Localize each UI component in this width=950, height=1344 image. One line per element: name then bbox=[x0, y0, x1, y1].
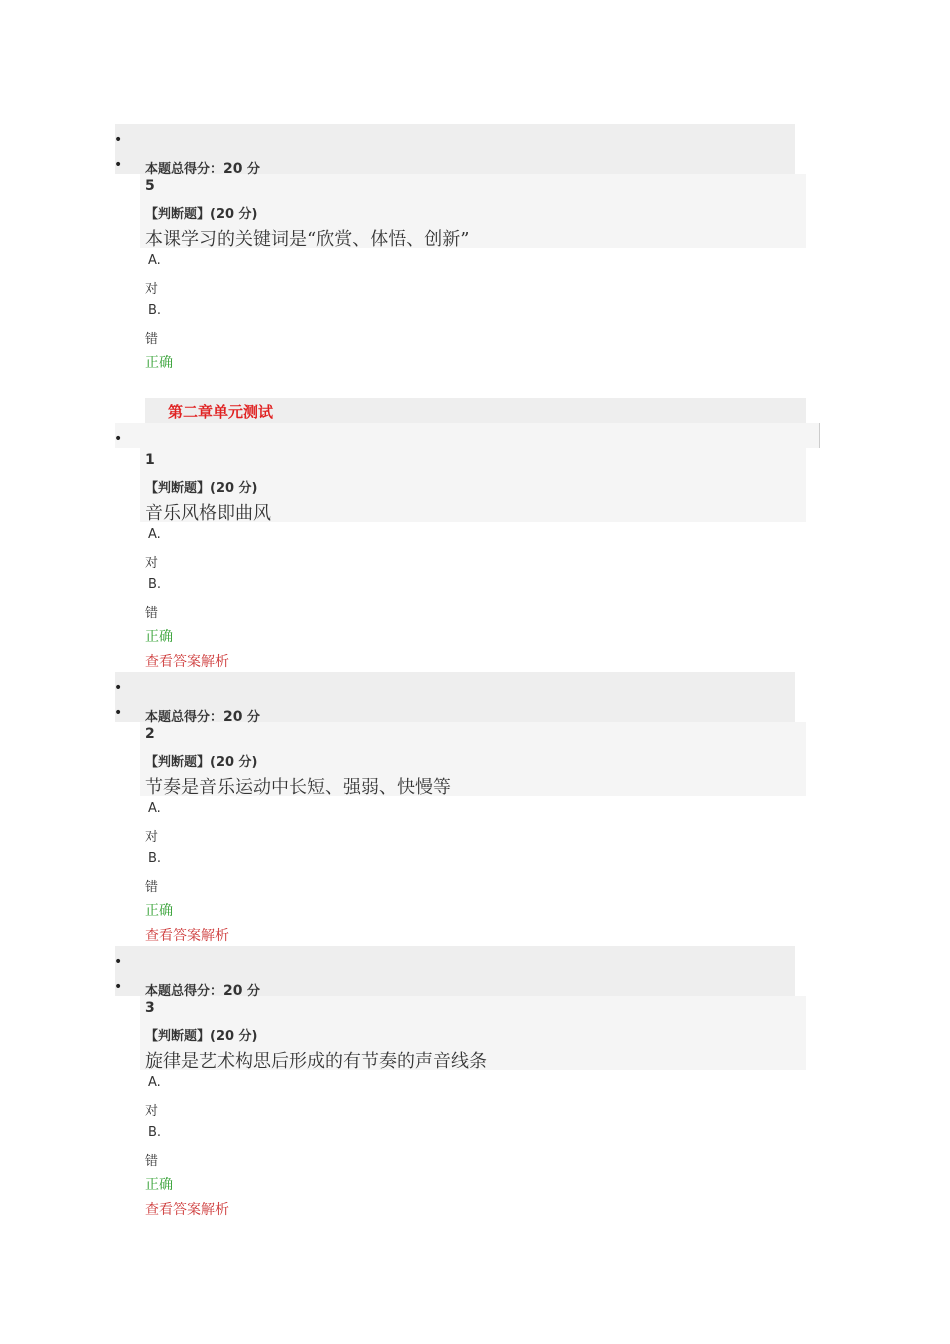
result-correct: 正确 bbox=[145, 903, 173, 919]
list-bullet: • bbox=[114, 157, 123, 173]
view-analysis-link[interactable]: 查看答案解析 bbox=[145, 654, 229, 670]
question-number: 2 bbox=[145, 726, 155, 742]
option-a-text: 对 bbox=[145, 282, 159, 297]
option-a-letter: A. bbox=[148, 1075, 161, 1090]
option-a-text: 对 bbox=[145, 830, 159, 845]
option-b-text: 错 bbox=[145, 606, 159, 621]
question-type: 【判断题】(20 分) bbox=[145, 1029, 258, 1044]
question-text: 本课学习的关键词是“欣赏、体悟、创新” bbox=[145, 229, 470, 250]
chapter-sub-band bbox=[115, 423, 820, 448]
divider bbox=[819, 423, 820, 448]
result-correct: 正确 bbox=[145, 355, 173, 371]
result-correct: 正确 bbox=[145, 1177, 173, 1193]
option-b-letter: B. bbox=[148, 303, 162, 318]
option-a-text: 对 bbox=[145, 1104, 159, 1119]
option-a-letter: A. bbox=[148, 527, 161, 542]
view-analysis-link[interactable]: 查看答案解析 bbox=[145, 1202, 229, 1218]
view-analysis-link[interactable]: 查看答案解析 bbox=[145, 928, 229, 944]
question-number: 1 bbox=[145, 452, 155, 468]
question-score: 本题总得分：20 分 bbox=[145, 709, 261, 725]
list-bullet: • bbox=[114, 979, 123, 995]
question-score: 本题总得分：20 分 bbox=[145, 161, 261, 177]
question-score: 本题总得分：20 分 bbox=[145, 983, 261, 999]
option-b-text: 错 bbox=[145, 332, 159, 347]
list-bullet: • bbox=[114, 954, 123, 970]
question-type: 【判断题】(20 分) bbox=[145, 755, 258, 770]
question-text: 旋律是艺术构思后形成的有节奏的声音线条 bbox=[145, 1051, 487, 1072]
list-bullet: • bbox=[114, 680, 123, 696]
option-b-text: 错 bbox=[145, 1154, 159, 1169]
result-correct: 正确 bbox=[145, 629, 173, 645]
option-a-text: 对 bbox=[145, 556, 159, 571]
option-b-letter: B. bbox=[148, 851, 162, 866]
option-b-letter: B. bbox=[148, 1125, 162, 1140]
question-text: 音乐风格即曲风 bbox=[145, 503, 271, 524]
list-bullet: • bbox=[114, 705, 123, 721]
question-type: 【判断题】(20 分) bbox=[145, 481, 258, 496]
question-number: 5 bbox=[145, 178, 155, 194]
question-number: 3 bbox=[145, 1000, 155, 1016]
list-bullet: • bbox=[114, 431, 123, 447]
option-a-letter: A. bbox=[148, 801, 161, 816]
list-bullet: • bbox=[114, 132, 123, 148]
question-text: 节奏是音乐运动中长短、强弱、快慢等 bbox=[145, 777, 451, 798]
option-b-letter: B. bbox=[148, 577, 162, 592]
chapter-title[interactable]: 第二章单元测试 bbox=[168, 403, 274, 421]
question-type: 【判断题】(20 分) bbox=[145, 207, 258, 222]
option-a-letter: A. bbox=[148, 253, 161, 268]
option-b-text: 错 bbox=[145, 880, 159, 895]
